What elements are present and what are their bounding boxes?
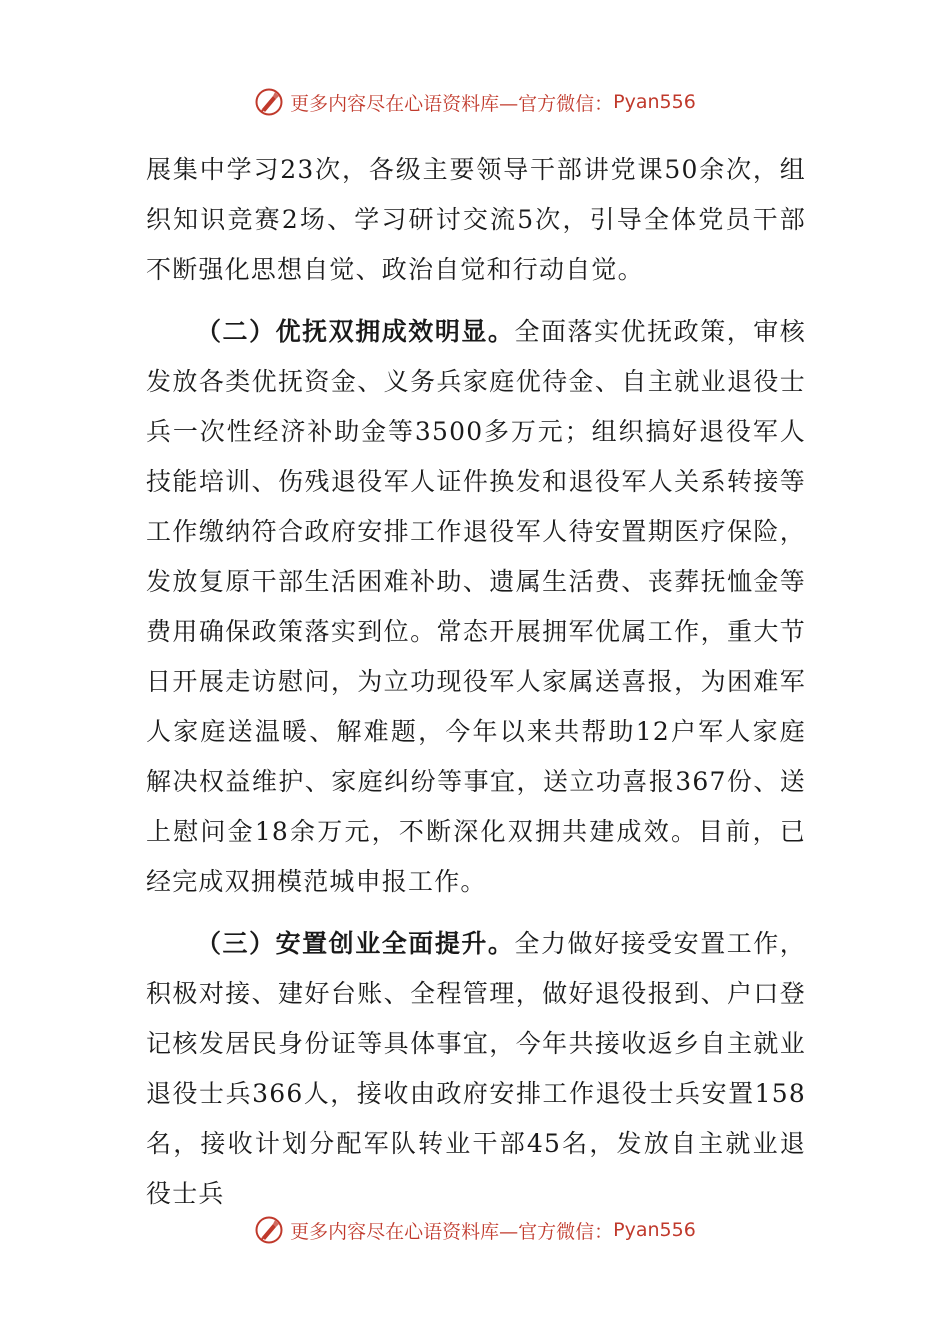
paragraph-3 [146, 919, 806, 1219]
banner-text: 更多内容尽在心语资料库—官方微信： [290, 92, 614, 115]
paragraph-1 [146, 145, 806, 295]
pen-logo-icon [254, 1215, 284, 1245]
paragraph-2 [146, 307, 806, 907]
paragraph-2-heading: （二）优抚双拥成效明显。 [196, 317, 515, 346]
paragraph-3-body: 全力做好接受安置工作，积极对接、建好台账、全程管理，做好退役报到、户口登记核发居民身份证等具体事宜，今年共接收返乡自主就业退役士兵366人，接收由政府安排工作退役士兵安置158名，接收计划分配军队转业干部45名，发放自主就业退役士兵 [146, 929, 806, 1208]
paragraph-1-body: 展集中学习23次，各级主要领导干部讲党课50余次，组织知识竞赛2场、学习研讨交流5次，引导全体党员干部不断强化思想自觉、政治自觉和行动自觉。 [146, 155, 806, 284]
header-watermark-banner [0, 82, 950, 122]
pen-logo-icon [254, 87, 284, 117]
banner-text: 更多内容尽在心语资料库—官方微信： [290, 1220, 614, 1243]
paragraph-3-heading: （三）安置创业全面提升。 [196, 929, 515, 958]
paragraph-2-body: 全面落实优抚政策，审核发放各类优抚资金、义务兵家庭优待金、自主就业退役士兵一次性经济补助金等3500多万元；组织搞好退役军人技能培训、伤残退役军人证件换发和退役军人关系转接等工作缴纳符合政府安排工作退役军人待安置期医疗保险，发放复原干部生活困难补助、遗属生活费、丧葬抚恤金等费用确保政策落实到位。常态开展拥军优属工作，重大节日开展走访慰问，为立功现役军人家属送喜报，为困难军人家庭送温暖、解难题，今年以来共帮助12户军人家庭解决权益维护、家庭纠纷等事宜，送立功喜报367份、送上慰问金18余万元，不断深化双拥共建成效。目前，已经完成双拥模范城申报工作。 [146, 317, 806, 896]
banner-handle: Pyan556 [613, 1219, 696, 1241]
banner-handle: Pyan556 [613, 91, 696, 113]
document-body [146, 145, 806, 1219]
footer-watermark-banner [0, 1210, 950, 1250]
